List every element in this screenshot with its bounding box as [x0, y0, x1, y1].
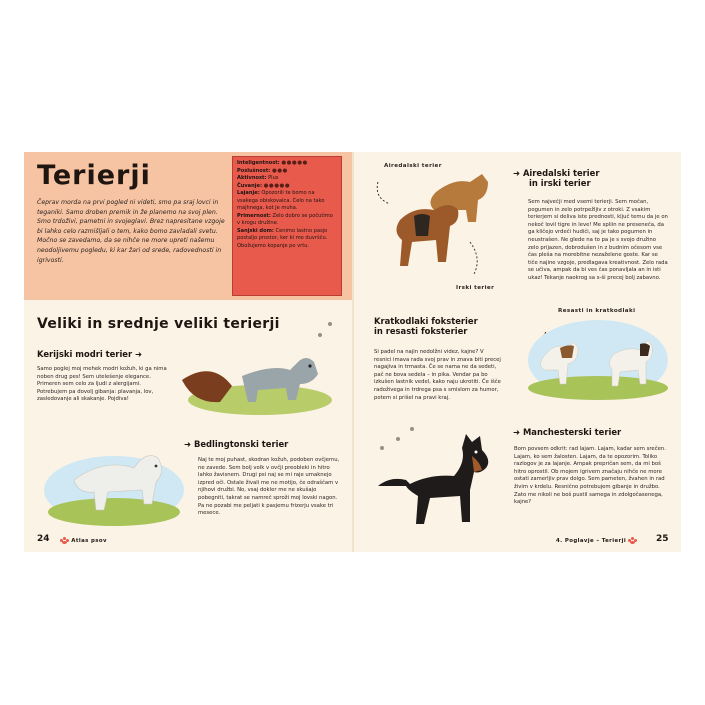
page-title: Terierji: [37, 160, 151, 191]
manchester-terrier-illustration: [370, 426, 530, 536]
arrow-right-icon: ➜: [513, 168, 521, 178]
trait-guarding: Čuvanje: ●●●●●: [237, 182, 291, 189]
trait-obedience: Poslušnost: ●●●: [237, 167, 288, 174]
kerry-text: Samo poglej moj mehek modri kožuh, ki ga nima noben drug pes! Sem utelešenje elegance. Primeren sem celo za ljudi z alergijami. Potrebujem pa dovolj gibanja: plavanja, lov, zasledovanje ali skakanje. Pojdiva!: [37, 366, 167, 403]
airedale-callout: Airedalski terier: [384, 163, 442, 169]
bedlington-text: Naj te moj puhast, skodran kožuh, podoben ovčjemu, ne zavede. Sem bolj volk v ovčji preobleki in hitro lahko žavisnem. Drugi psi naj se mi raje umaknejo izpred oči. Ostale živali me ne motijo, če odraščam v njihovi družbi. No, vsaj dokler me ne skušajo pobegniti, takrat se namreč sproži moj lovski nagon. Pa ne pozabi me peljati k pasjemu frizerju vsake tri mesece.: [198, 457, 340, 517]
airedale-title: ➜ Airedalski terier in irski terier: [513, 168, 600, 188]
fox-callout: Resasti in kratkodlaki: [558, 308, 636, 314]
paw-icon: [60, 537, 69, 544]
trait-suitability: Primernost: Zelo dobro se počutimo v krogu družine.: [237, 212, 333, 226]
decor-dot: [328, 322, 332, 326]
fox-terriers-illustration: [516, 314, 676, 406]
paw-icon: [628, 537, 637, 544]
page-fold: [352, 152, 354, 552]
decor-dot: [318, 333, 322, 337]
trait-barking: Lajanje: Opozorili te bomo na vsakega obiskovalca. Celo na tako majhnega, kot je muha.: [237, 190, 325, 211]
paw-rating-icon: ●●●●●: [281, 160, 308, 166]
page-number-right: 25: [656, 534, 669, 544]
traits-card: [232, 156, 342, 296]
kerry-blue-terrier-illustration: [172, 340, 332, 420]
arrow-right-icon: ➜: [184, 439, 192, 449]
trait-activity: Aktivnost: Plus: [237, 175, 279, 181]
trait-dream-home: Sanjski dom: Cenimo lastno pasjo postaljo prostor, ker ki mo duvršču. Obožujemo kopanje po vrtu.: [237, 227, 328, 249]
irish-callout: Irski terier: [456, 285, 495, 291]
footer-right: 4. Poglavje – Terierji: [556, 537, 637, 544]
footer-left: Atlas psov: [60, 537, 107, 544]
manchester-text: Bom povsem odkrit: rad lajam. Lajam, kadar sem srečen. Lajam, ko sem žalosten. Lajam, da te opozorim. Toliko razlogov je za lajanje. Ampak prepričan sem, da mi boš hitro oprostil. Ob mojem igrivem značaju nihče ne more ostati zamerljiv prav dolgo. Sem pameten, žvahen in rad živim v krdelu. Resnično potrebujem gibanje in družbo. Zato me nikoli ne boš pustil samega in zdolgočasenega, kajne?: [514, 446, 666, 506]
arrow-right-icon: ➜: [513, 427, 521, 437]
airedale-text: Sem največji med vsemi terierji. Sem močan, pogumen in zelo potrpežljiv z otroki. Z vsakim terierjem si deliva iste prednosti, ključ temu da je on nekoč lovil tigre in leve! Me spliin ne preseneča, da ga kličejo vrdeči hudiči, saj je tako pogumen in neustrašen. Ne glede na to pa je s svojo družino zelo prijazen, dobrodušen in z budnim očesom vse čas pleša na morebitne nezaželene goste. Kar se tiče najine vzgoje, predlagava kreativnost. Zelo rada se učiva, ampak da bi ves čas ponavljala an in isti ukaz! Tekanje naokrog sa s-ši precej bolj zabavno.: [528, 199, 668, 281]
bedlington-title: ➜ Bedlingtonski terier: [184, 439, 289, 449]
section-title: Veliki in srednje veliki terierji: [37, 316, 280, 332]
arrow-right-icon: ➜: [135, 349, 143, 359]
fox-title: Kratkodlaki foksterier in resasti foksterier: [374, 316, 478, 336]
page-number-left: 24: [37, 534, 50, 544]
bedlington-terrier-illustration: [34, 420, 184, 530]
manchester-title: ➜ Manchesterski terier: [513, 427, 622, 437]
fox-text: Si padel na najin nedolžni videz, kajne? V resnici imava rada svoj prav in znava biti precej nagajiva in trmasta. Če se nama ne da sedeti, pač ne bova sedela – in pika. Vendar pa bo izkušen lastnik vedel, kako naju ukrotiti. Če išče radoživega in trdrega psa s smislom za humor, potem si prišel na pravi kraj.: [374, 349, 501, 401]
paw-rating-icon: ●●●●●: [263, 182, 291, 189]
intro-text: Čeprav morda na prvi pogled ni videti, smo pa sraj lovci in teganiki. Samo droben premik in že planemo na svoj plen. Smo trdoživi, pametni in svojeglavi. Brez napresitane vzgoje bi lahko celo razmišljali o tem, kako bomo zavladali svetu. Močno se zavedamo, da se nihče ne more upreti našemu neodoljivemu pogledu, ki kar žari od srede, radovednosti in igrivosti.: [37, 199, 225, 264]
trait-intelligence: Inteligentnost: ●●●●●: [237, 160, 308, 166]
airedale-irish-illustration: [370, 170, 510, 300]
paw-rating-icon: ●●●: [271, 167, 288, 174]
kerry-title: Kerijski modri terier ➜: [37, 349, 143, 359]
